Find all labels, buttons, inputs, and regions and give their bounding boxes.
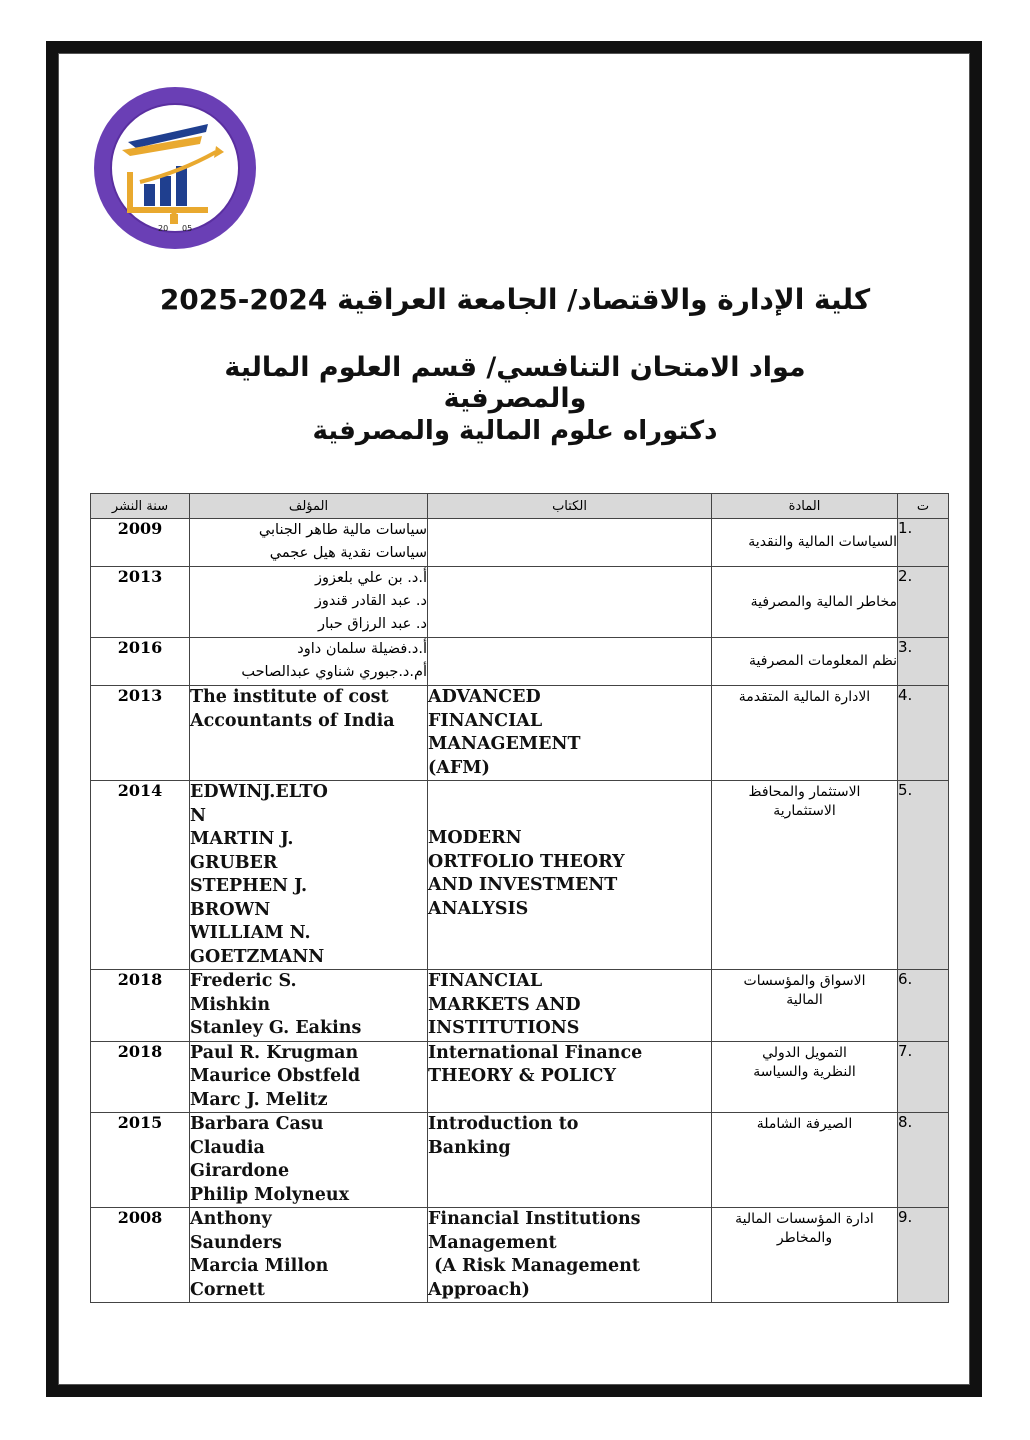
author-line: سياسات مالية طاهر الجنابي	[258, 522, 427, 538]
header-book: الكتاب	[428, 494, 712, 519]
author-line: أ.د.فضيلة سلمان داود	[297, 641, 427, 657]
subject-line: ادارة المؤسسات المالية	[735, 1211, 874, 1227]
author-line: Barbara Casu	[190, 1114, 324, 1134]
author-line: د. عبد القادر قندوز	[314, 593, 427, 609]
page-title-college: كلية الإدارة والاقتصاد/ الجامعة العراقية 2024-2025	[159, 283, 871, 316]
logo-year-right: 05	[182, 224, 193, 233]
author-line: N	[190, 805, 206, 826]
cell-num: 3.	[898, 638, 949, 686]
cell-book	[428, 1113, 712, 1208]
cell-year: 2018	[91, 1041, 190, 1113]
header-num: ت	[898, 494, 949, 519]
cell-author	[190, 1113, 428, 1208]
book-title-line: Introduction to	[428, 1114, 579, 1134]
cell-year: 2018	[91, 970, 190, 1042]
subject-line: المالية	[786, 992, 823, 1008]
header-author: المؤلف	[190, 494, 428, 519]
cell-year: 2009	[91, 519, 190, 567]
author-line: BROWN	[190, 899, 271, 920]
author-line: GOETZMANN	[190, 946, 325, 967]
university-logo	[90, 80, 260, 260]
subject-line: التمويل الدولي	[762, 1044, 847, 1061]
cell-book	[428, 1041, 712, 1113]
table-row	[91, 1208, 949, 1303]
author-line: د. عبد الرزاق حبار	[317, 616, 427, 632]
author-line: Frederic S.	[190, 971, 297, 991]
cell-author	[190, 970, 428, 1042]
cell-year: 2008	[91, 1208, 190, 1303]
cell-subject	[712, 1041, 898, 1113]
author-line: Saunders	[190, 1232, 282, 1253]
author-line: Cornett	[190, 1279, 265, 1300]
author-line: WILLIAM N.	[190, 923, 311, 943]
cell-author	[190, 567, 428, 638]
book-title-line: INSTITUTIONS	[428, 1018, 580, 1038]
cell-num: 1.	[898, 519, 949, 567]
cell-book	[428, 970, 712, 1042]
cell-subject	[712, 638, 898, 686]
cell-book	[428, 567, 712, 638]
author-line: MARTIN J.	[190, 829, 294, 849]
author-line: GRUBER	[190, 852, 278, 873]
book-title-line: MANAGEMENT	[428, 734, 581, 754]
page-title-exam: مواد الامتحان التنافسي/ قسم العلوم المالية والمصرفية	[224, 352, 806, 414]
cell-author	[190, 519, 428, 567]
author-line: Stanley G. Eakins	[190, 1018, 362, 1038]
author-line: أم.د.جبوري شناوي عبدالصاحب	[241, 664, 427, 680]
table-row	[91, 567, 949, 638]
book-title-line: FINANCIAL	[428, 971, 543, 991]
cell-author	[190, 1041, 428, 1113]
subject-line: النظرية والسياسة	[753, 1063, 856, 1080]
cell-book	[428, 519, 712, 567]
book-title-line: (AFM)	[428, 757, 490, 778]
book-title-line: FINANCIAL	[428, 710, 543, 731]
cell-subject	[712, 686, 898, 781]
cell-author	[190, 638, 428, 686]
cell-num: 9.	[898, 1208, 949, 1303]
header-subject: المادة	[712, 494, 898, 519]
subject-line: نظم المعلومات المصرفية	[749, 653, 897, 669]
author-line: Anthony	[190, 1209, 272, 1229]
cell-year: 2016	[91, 638, 190, 686]
subject-line: الادارة المالية المتقدمة	[738, 689, 871, 705]
cell-book	[428, 1208, 712, 1303]
cell-num: 6.	[898, 970, 949, 1042]
cell-book	[428, 781, 712, 970]
cell-subject	[712, 567, 898, 638]
author-line: STEPHEN J.	[190, 876, 308, 896]
author-line: Maurice Obstfeld	[190, 1066, 361, 1086]
cell-subject	[712, 781, 898, 970]
book-title-line: MODERN	[428, 828, 522, 848]
book-title-line: International Finance	[428, 1042, 643, 1063]
author-line: EDWINJ.ELTO	[190, 782, 328, 802]
book-title-line: ANALYSIS	[428, 898, 529, 919]
page-title-program: دكتوراه علوم المالية والمصرفية	[312, 416, 718, 446]
subject-line: والمخاطر	[776, 1230, 833, 1246]
books-table	[90, 493, 949, 1303]
cell-num: 2.	[898, 567, 949, 638]
table-row	[91, 1041, 949, 1113]
cell-num: 7.	[898, 1041, 949, 1113]
header-year: سنة النشر	[91, 494, 190, 519]
cell-num: 5.	[898, 781, 949, 970]
author-line: سياسات نقدية هيل عجمي	[269, 545, 427, 561]
cell-year: 2013	[91, 567, 190, 638]
subject-line: مخاطر المالية والمصرفية	[750, 593, 897, 610]
author-line: أ.د. بن علي بلعزوز	[315, 570, 427, 586]
cell-num: 8.	[898, 1113, 949, 1208]
cell-author	[190, 1208, 428, 1303]
table-row	[91, 638, 949, 686]
cell-year: 2013	[91, 686, 190, 781]
author-line: Marc J. Melitz	[190, 1089, 328, 1110]
author-line: The institute of cost	[190, 687, 389, 707]
cell-subject	[712, 970, 898, 1042]
cell-num: 4.	[898, 686, 949, 781]
author-line: Claudia	[190, 1137, 265, 1158]
table-header-row	[91, 494, 949, 519]
logo-year-left: 20	[158, 224, 169, 233]
subject-line: السياسات المالية والنقدية	[748, 534, 897, 550]
author-line: Accountants of India	[190, 710, 395, 731]
cell-book	[428, 638, 712, 686]
cell-year: 2014	[91, 781, 190, 970]
book-title-line: Approach)	[428, 1279, 530, 1300]
author-line: Philip Molyneux	[190, 1184, 350, 1205]
cell-subject	[712, 1113, 898, 1208]
author-line: Marcia Millon	[190, 1256, 329, 1276]
table-row	[91, 1113, 949, 1208]
book-title-line: Financial Institutions	[428, 1209, 641, 1229]
author-line: Mishkin	[190, 994, 271, 1015]
table-row	[91, 686, 949, 781]
book-title-line: Banking	[428, 1137, 511, 1158]
table-row	[91, 970, 949, 1042]
subject-line: الاستثمار والمحافظ	[748, 784, 861, 800]
book-title-line: AND INVESTMENT	[428, 875, 618, 895]
book-title-line: THEORY & POLICY	[428, 1066, 616, 1086]
logo-emblem-icon	[90, 80, 260, 260]
author-line: Girardone	[190, 1161, 290, 1181]
cell-author	[190, 781, 428, 970]
subject-line: الاسواق والمؤسسات	[743, 973, 866, 989]
cell-book	[428, 686, 712, 781]
book-title-line: ORTFOLIO THEORY	[428, 851, 625, 872]
book-title-line: MARKETS AND	[428, 994, 581, 1015]
book-title-line: ADVANCED	[428, 687, 541, 707]
cell-year: 2015	[91, 1113, 190, 1208]
book-title-line: Management	[428, 1232, 557, 1253]
author-line: Paul R. Krugman	[190, 1042, 359, 1063]
table-row	[91, 519, 949, 567]
subject-line: الصيرفة الشاملة	[756, 1116, 853, 1132]
table-row	[91, 781, 949, 970]
cell-author	[190, 686, 428, 781]
cell-subject	[712, 519, 898, 567]
book-title-line: (A Risk Management	[428, 1256, 640, 1276]
subject-line: الاستثمارية	[773, 803, 836, 819]
cell-subject	[712, 1208, 898, 1303]
